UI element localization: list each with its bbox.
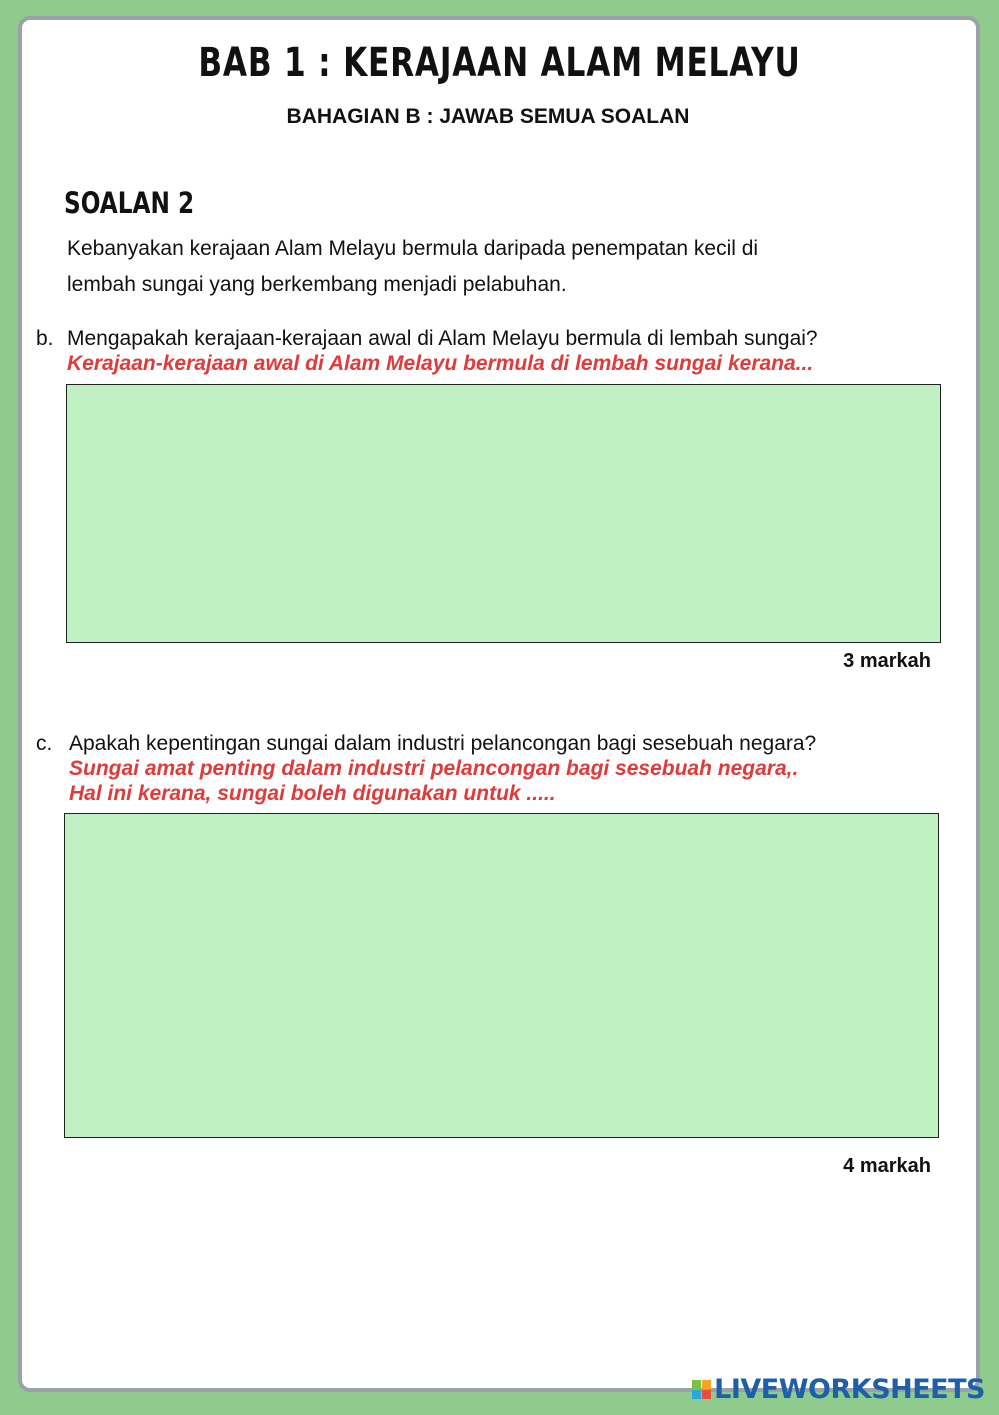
marks-c: 4 markah	[843, 1155, 931, 1177]
intro-line: lembah sungai yang berkembang menjadi pelabuhan.	[67, 273, 567, 296]
question-b-hint: Kerajaan-kerajaan awal di Alam Melayu bermula di lembah sungai kerana...	[67, 352, 814, 375]
question-b-text: Mengapakah kerajaan-kerajaan awal di Alam Melayu bermula di lembah sungai?	[67, 327, 818, 350]
page-subtitle: BAHAGIAN B : JAWAB SEMUA SOALAN	[286, 105, 690, 128]
answer-box-c[interactable]	[64, 813, 939, 1138]
question-c-hint-line2: Hal ini kerana, sungai boleh digunakan untuk .....	[69, 782, 556, 805]
intro-line: Kebanyakan kerajaan Alam Melayu bermula daripada penempatan kecil di	[67, 237, 759, 260]
question-c-letter: c.	[36, 732, 53, 755]
logo-tiles-icon	[692, 1380, 711, 1399]
question-c-text: Apakah kepentingan sungai dalam industri pelancongan bagi sesebuah negara?	[69, 732, 817, 755]
question-heading: SOALAN 2	[64, 186, 195, 220]
question-c-hint-line1: Sungai amat penting dalam industri pelancongan bagi sesebuah negara,.	[69, 757, 799, 780]
liveworksheets-logo	[692, 1374, 985, 1405]
marks-b: 3 markah	[843, 650, 931, 672]
worksheet-page	[18, 16, 980, 1392]
answer-box-b[interactable]	[66, 384, 941, 643]
question-intro	[67, 231, 947, 303]
brand-name: LIVEWORKSHEETS	[714, 1374, 985, 1405]
page-title: BAB 1 : KERAJAAN ALAM MELAYU	[198, 40, 801, 86]
question-b-letter: b.	[36, 327, 54, 350]
